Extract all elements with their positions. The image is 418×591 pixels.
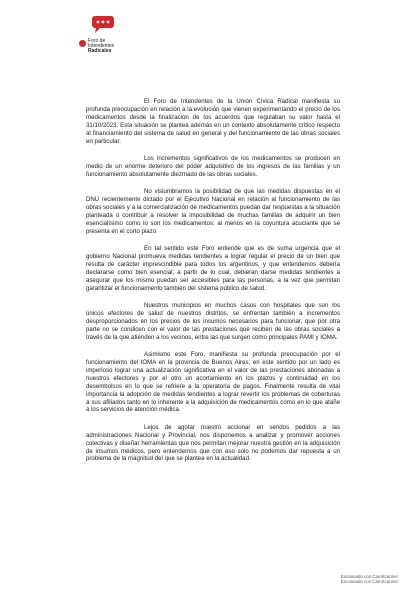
paragraph-1: El Foro de Intendentes de la Unión Cívica Radical manifiesta su profunda preocupación en relación a la evolución que vienen experimentando el precio de los medicamentos desde la finalización de los acuerdos que regulaban su valor hasta el 31/10/2023. Esta situación se plantea además en un contexto absolutamente crítico respecto al financiamiento del sistema de salud en general y del funcionamiento de las obras sociales en particular. — [86, 98, 340, 145]
logo-dot-icon — [79, 40, 86, 47]
paragraph-7: Lejos de agotar nuestro accionar en sendos pedidos a las administraciones Nacional y Provincial, nos disponemos a analizar y promover acciones colectivas y diseñar herramientas que nos permitan mejorar nuestra gestión en la adquisición de insumos médicos, pero entendemos que con eso solo no podemos dar repuesta a un problema de la magnitud del que se plantea en la actualidad. — [86, 423, 340, 463]
paragraph-5: Nuestros municipios en muchos casos con hospitales que son los únicos efectores de salud de nuestros distritos, se enfrentan también a incrementos desproporcionados en los precios de los insumos necesarios para funcionar, que por otra parte no se condicen con el valor de las prestaciones que reciben de las obras sociales a través de la que atienden a los vecinos, entre las que surgen como principales PAMI y IOMA. — [86, 302, 340, 341]
logo-text — [88, 39, 114, 55]
foro-logo — [78, 14, 128, 54]
document-body — [86, 98, 340, 473]
logo-line-1: Foro de — [88, 38, 106, 44]
logo-line-2: Intendentes — [88, 43, 115, 50]
scan-footer-line-2: Escaneado con CamScanner — [340, 579, 398, 585]
paragraph-6: Asimismo este Foro, manifiesta su profunda preocupación por el funcionamiento del IOMA en la provincia de Buenos Aires, en este sentido por un lado es imperioso lograr una actualización significativa en el valor de las prestaciones abonadas a nuestros efectores y por el otro un acortamiento en los plazos y continuidad en los desembolsos en lo que se refriere a la operatoria de pagos. Finalmente resulta de vital importancia la adopción de medidas tendientes a lograr revertir los problemas de coberturas a sus afiliados tanto en lo inherente a la adquisición de medicamentos como en lo que atañe a los servicios de atención médica. — [86, 351, 340, 414]
speech-bubble-logo-icon — [78, 14, 128, 36]
scan-footer-line-1: Escaneado con CamScanner — [340, 574, 398, 579]
logo-line-3: Radicales — [88, 48, 112, 55]
paragraph-3: No vislumbramos la posibilidad de que las medidas dispuestas en el DNU recientemente dictado por el Ejecutivo Nacional en relación al funcionamiento de las obras sociales y a la comercialización de medicamentos puedan dar respuestas a la situación planteada o contribuir a resolver la imposibilidad de muchas familias de adquirir un bien esencialísimo como lo son los medicamentos; al menos en la coyuntura acuciante que se presenta en el corto plazo — [86, 188, 340, 235]
paragraph-4: En tal sentido este Foro entiende que es de suma urgencia que el gobierno Nacional promueva medidas tendientes a lograr regular el precio de un bien que resulta de carácter imprescindible para todos los argentinos, y que entendemos debería declararse como bien esencial; a partir de lo cual, debieran darse medidas tendientes a asegurar que los mismo puedan ser accesibles para las personas, a la vez que permitan garantizar el funcionamiento también del sistema público de salud. — [86, 245, 340, 292]
camscanner-footer — [341, 574, 398, 585]
paragraph-2: Los incrementos significativos de los medicamentos se producen en medio de un enorme deterioro del poder adquisitivo de los ingresos de las familias y un funcionamiento absolutamente diezmado de las obras sociales. — [86, 154, 340, 178]
